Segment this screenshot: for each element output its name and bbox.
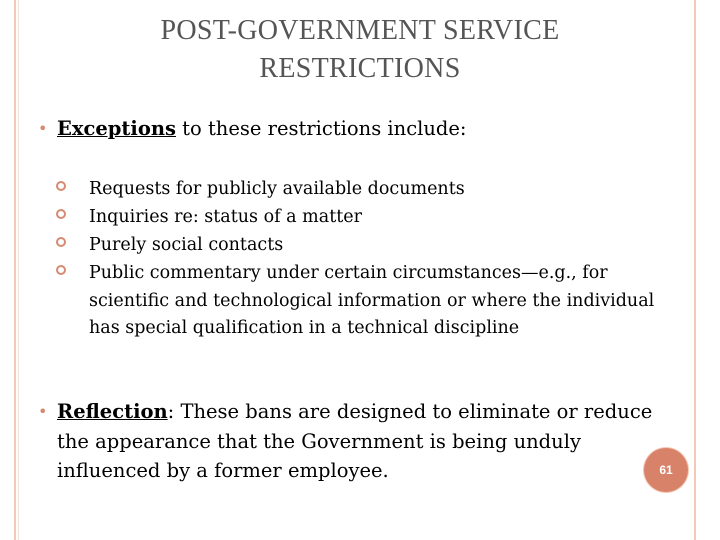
bullet-emphasis: Exceptions <box>57 117 176 140</box>
sub-item <box>89 232 679 260</box>
bullet-emphasis: Reflection <box>57 400 168 423</box>
sub-item-text: Inquiries re: status of a matter <box>89 207 362 227</box>
sub-item <box>89 260 679 343</box>
bullet-dot-icon: • <box>38 119 48 138</box>
bullet-exceptions <box>38 114 677 143</box>
ring-bullet-icon <box>56 181 66 191</box>
sub-item-text: Requests for publicly available documents <box>89 179 465 199</box>
sub-item-text: Public commentary under certain circumstances—e.g., for scientific and technological information or where the individual has special qualification in a technical discipline <box>89 263 655 338</box>
left-border-line <box>14 0 16 540</box>
bullet-text: : These bans are designed to eliminate or reduce the appearance that the Government is being unduly influenced by a former employee. <box>57 400 653 482</box>
slide-title: POST-GOVERNMENT SERVICE RESTRICTIONS <box>160 15 560 84</box>
bullet-dot-icon: • <box>38 402 48 421</box>
page-number-badge: 61 <box>644 448 688 492</box>
bullet-text: to these restrictions include: <box>175 117 467 140</box>
ring-bullet-icon <box>56 265 66 275</box>
bullet-reflection <box>38 397 657 486</box>
sub-item-text: Purely social contacts <box>89 235 284 255</box>
sub-item <box>89 176 679 204</box>
ring-bullet-icon <box>56 237 66 247</box>
ring-bullet-icon <box>56 209 66 219</box>
right-border-line <box>694 0 696 540</box>
left-border-inner-line <box>18 0 19 540</box>
sub-item <box>89 204 679 232</box>
